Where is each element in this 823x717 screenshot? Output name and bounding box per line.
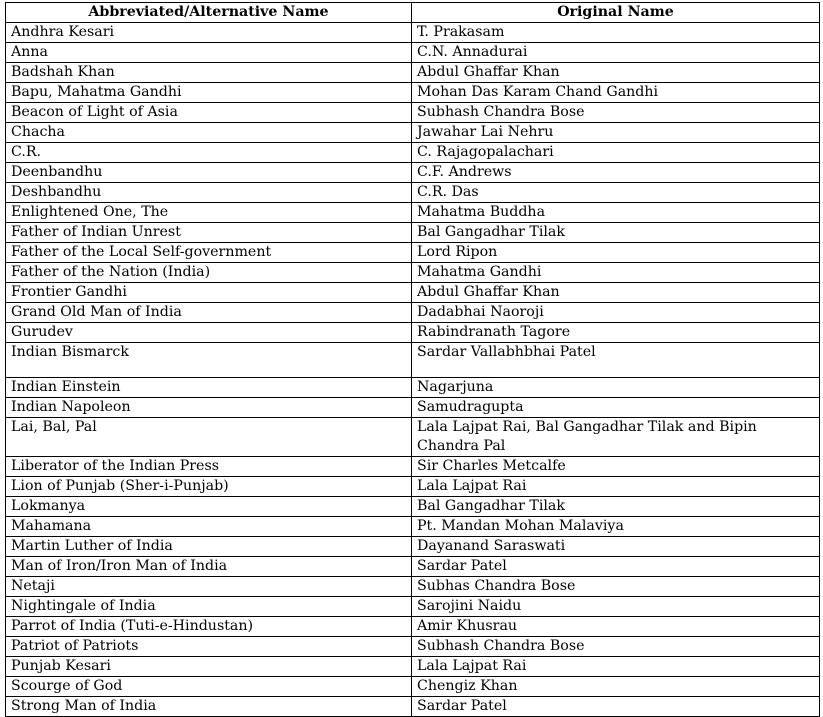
alternative-name-cell: Strong Man of India: [6, 696, 412, 716]
table-row: [6, 476, 820, 496]
table-row: [6, 223, 820, 243]
original-name-cell: Amir Khusrau: [412, 616, 820, 636]
alternative-name-cell: Bapu, Mahatma Gandhi: [6, 83, 412, 103]
alternative-name-cell: Andhra Kesari: [6, 23, 412, 43]
table-body: [6, 23, 820, 717]
original-name-cell: Lala Lajpat Rai: [412, 476, 820, 496]
alternative-name-cell: Deshbandhu: [6, 183, 412, 203]
original-name-cell: Subhash Chandra Bose: [412, 103, 820, 123]
original-name-cell: Sardar Vallabhbhai Patel: [412, 343, 820, 378]
table-row: [6, 636, 820, 656]
alternative-name-cell: Anna: [6, 43, 412, 63]
original-name-cell: Nagarjuna: [412, 378, 820, 398]
alternative-name-cell: Deenbandhu: [6, 163, 412, 183]
alternative-name-cell: Parrot of India (Tuti-e-Hindustan): [6, 616, 412, 636]
table-row: [6, 103, 820, 123]
original-name-cell: Lord Ripon: [412, 243, 820, 263]
table-row: [6, 303, 820, 323]
alternative-name-cell: Nightingale of India: [6, 596, 412, 616]
alternative-name-cell: Liberator of the Indian Press: [6, 456, 412, 476]
table-row: [6, 696, 820, 716]
table-row: [6, 398, 820, 418]
table-row: [6, 418, 820, 457]
alternative-name-cell: Father of the Nation (India): [6, 263, 412, 283]
alternative-name-cell: Punjab Kesari: [6, 656, 412, 676]
table-row: [6, 343, 820, 378]
original-name-cell: Lala Lajpat Rai: [412, 656, 820, 676]
alternative-name-cell: Indian Bismarck: [6, 343, 412, 378]
original-name-cell: Samudragupta: [412, 398, 820, 418]
table-row: [6, 183, 820, 203]
table-row: [6, 43, 820, 63]
original-name-cell: Rabindranath Tagore: [412, 323, 820, 343]
original-name-cell: Bal Gangadhar Tilak: [412, 223, 820, 243]
table-row: [6, 203, 820, 223]
original-name-cell: Mohan Das Karam Chand Gandhi: [412, 83, 820, 103]
table-row: [6, 456, 820, 476]
alternative-name-cell: Lai, Bal, Pal: [6, 418, 412, 457]
original-name-cell: Lala Lajpat Rai, Bal Gangadhar Tilak and Bipin Chandra Pal: [412, 418, 820, 457]
original-name-cell: C.R. Das: [412, 183, 820, 203]
original-name-cell: Chengiz Khan: [412, 676, 820, 696]
header-alternative-name: Abbreviated/Alternative Name: [6, 3, 412, 23]
table-row: [6, 23, 820, 43]
alternative-name-cell: Frontier Gandhi: [6, 283, 412, 303]
table-row: [6, 516, 820, 536]
alternative-name-cell: Martin Luther of India: [6, 536, 412, 556]
alternative-name-cell: Patriot of Patriots: [6, 636, 412, 656]
alternative-name-cell: Chacha: [6, 123, 412, 143]
original-name-cell: Sardar Patel: [412, 696, 820, 716]
original-name-cell: Bal Gangadhar Tilak: [412, 496, 820, 516]
header-original-name: Original Name: [412, 3, 820, 23]
original-name-cell: C.N. Annadurai: [412, 43, 820, 63]
names-table: [5, 2, 820, 717]
original-name-cell: Mahatma Buddha: [412, 203, 820, 223]
table-row: [6, 556, 820, 576]
table-row: [6, 323, 820, 343]
table-row: [6, 656, 820, 676]
alternative-name-cell: Beacon of Light of Asia: [6, 103, 412, 123]
original-name-cell: Dayanand Saraswati: [412, 536, 820, 556]
original-name-cell: Sarojini Naidu: [412, 596, 820, 616]
alternative-name-cell: Netaji: [6, 576, 412, 596]
original-name-cell: C.F. Andrews: [412, 163, 820, 183]
original-name-cell: Mahatma Gandhi: [412, 263, 820, 283]
alternative-name-cell: Mahamana: [6, 516, 412, 536]
original-name-cell: Abdul Ghaffar Khan: [412, 283, 820, 303]
alternative-name-cell: Father of the Local Self-government: [6, 243, 412, 263]
alternative-name-cell: C.R.: [6, 143, 412, 163]
table-row: [6, 496, 820, 516]
table-row: [6, 83, 820, 103]
table-row: [6, 576, 820, 596]
original-name-cell: Dadabhai Naoroji: [412, 303, 820, 323]
table-row: [6, 243, 820, 263]
table-row: [6, 676, 820, 696]
header-row: [6, 3, 820, 23]
original-name-cell: Sardar Patel: [412, 556, 820, 576]
alternative-name-cell: Gurudev: [6, 323, 412, 343]
original-name-cell: Abdul Ghaffar Khan: [412, 63, 820, 83]
table-row: [6, 163, 820, 183]
alternative-name-cell: Indian Einstein: [6, 378, 412, 398]
table-row: [6, 283, 820, 303]
table-row: [6, 63, 820, 83]
table-row: [6, 536, 820, 556]
original-name-cell: Subhash Chandra Bose: [412, 636, 820, 656]
table-row: [6, 263, 820, 283]
original-name-cell: T. Prakasam: [412, 23, 820, 43]
alternative-name-cell: Lokmanya: [6, 496, 412, 516]
table-row: [6, 616, 820, 636]
alternative-name-cell: Indian Napoleon: [6, 398, 412, 418]
original-name-cell: C. Rajagopalachari: [412, 143, 820, 163]
table-row: [6, 123, 820, 143]
original-name-cell: Jawahar Lai Nehru: [412, 123, 820, 143]
alternative-name-cell: Enlightened One, The: [6, 203, 412, 223]
alternative-name-cell: Scourge of God: [6, 676, 412, 696]
alternative-name-cell: Father of Indian Unrest: [6, 223, 412, 243]
table-row: [6, 378, 820, 398]
alternative-name-cell: Man of Iron/Iron Man of India: [6, 556, 412, 576]
original-name-cell: Pt. Mandan Mohan Malaviya: [412, 516, 820, 536]
original-name-cell: Subhas Chandra Bose: [412, 576, 820, 596]
alternative-name-cell: Lion of Punjab (Sher-i-Punjab): [6, 476, 412, 496]
original-name-cell: Sir Charles Metcalfe: [412, 456, 820, 476]
table-row: [6, 143, 820, 163]
alternative-name-cell: Badshah Khan: [6, 63, 412, 83]
table-row: [6, 596, 820, 616]
alternative-name-cell: Grand Old Man of India: [6, 303, 412, 323]
